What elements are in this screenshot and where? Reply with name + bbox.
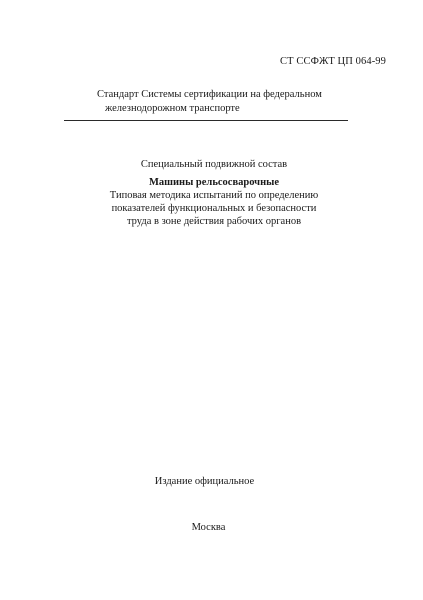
standard-title-line: Стандарт Системы сертификации на федеральном [97, 89, 322, 100]
document-title: Машины рельсосварочные [148, 177, 280, 188]
standard-title-line: железнодорожном транспорте [105, 103, 240, 114]
city-text: Москва [191, 522, 226, 533]
document-subtitle-line: труда в зоне действия рабочих органов [126, 216, 302, 227]
document-code: СТ ССФЖТ ЦП 064-99 [280, 56, 386, 67]
horizontal-divider [64, 120, 348, 121]
edition-label [0, 476, 423, 487]
document-category: Специальный подвижной состав [140, 159, 288, 170]
document-subtitle-line: Типовая методика испытаний по определению [109, 190, 319, 201]
publication-city [0, 522, 423, 533]
standard-system-title [97, 88, 322, 116]
edition-text: Издание официальное [154, 476, 255, 487]
document-subtitle-line: показателей функциональных и безопасности [111, 203, 317, 214]
document-title-block [64, 176, 364, 228]
